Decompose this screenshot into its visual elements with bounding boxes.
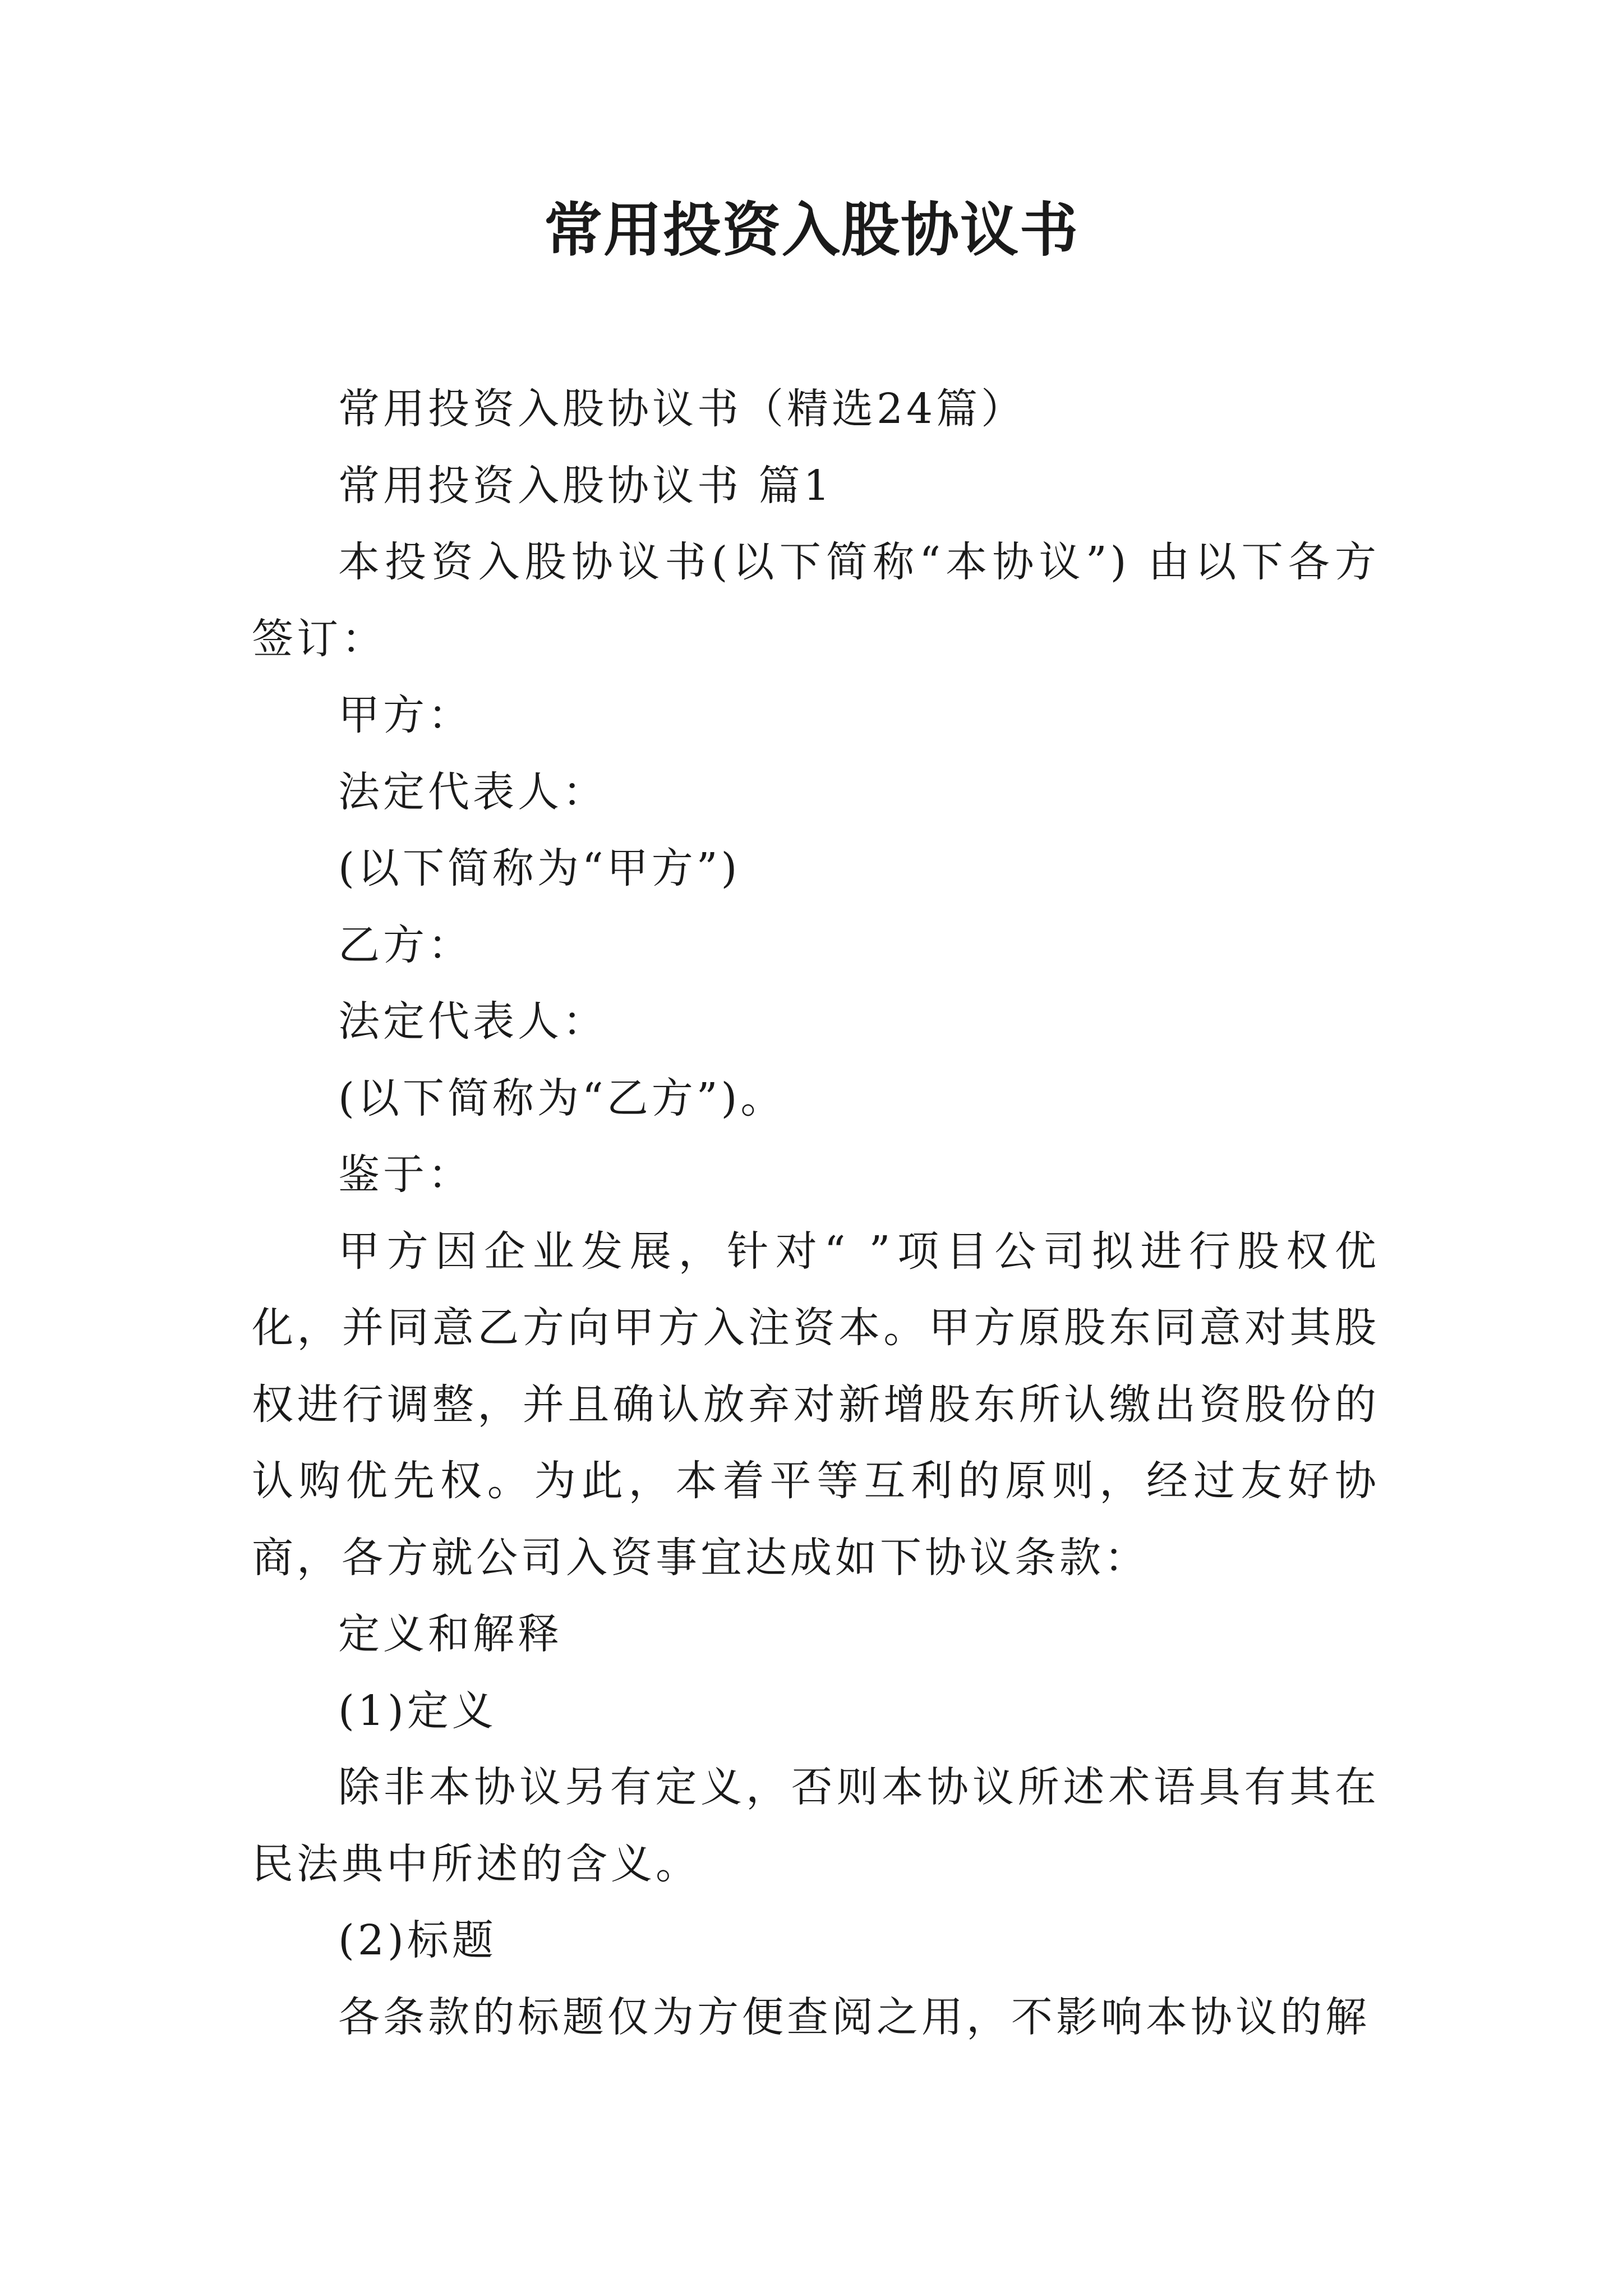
- document-title: 常用投资入股协议书: [543, 195, 1079, 264]
- paragraph-whereas: 鉴于：: [338, 1151, 473, 1199]
- paragraph-definitions-heading: 定义和解释: [338, 1610, 562, 1658]
- paragraph-intro: 本投资入股协议书(以下简称“本协议”) 由以下各方签订：: [252, 538, 1380, 663]
- paragraph-definition-text: 除非本协议另有定义，否则本协议所述术语具有其在民法典中所述的含义。: [252, 1763, 1380, 1888]
- paragraph-party-b: 乙方：: [338, 921, 473, 969]
- paragraph-party-a-abbreviation: (以下简称为“甲方”): [338, 844, 741, 892]
- document-body: [252, 371, 1380, 2055]
- paragraph-section-heading: 常用投资入股协议书 篇1: [338, 461, 833, 510]
- paragraph-party-a: 甲方：: [338, 691, 473, 739]
- paragraph-headings-label: (2)标题: [338, 1916, 497, 1964]
- paragraph-background: 甲方因企业发展，针对“ ”项目公司拟进行股权优化，并同意乙方向甲方入注资本。甲方原股东同意对其股权进行调整，并且确认放弃对新增股东所认缴出资股份的认购优先权。为此，本着平等互利的原则，经过友好协商，各方就公司入资事宜达成如下协议条款：: [252, 1227, 1380, 1582]
- paragraph-headings-text: 各条款的标题仅为方便查阅之用，不影响本协议的解: [338, 1993, 1370, 2041]
- paragraph-party-b-abbreviation: (以下简称为“乙方”)。: [338, 1074, 786, 1122]
- paragraph-party-b-representative: 法定代表人：: [338, 997, 607, 1046]
- paragraph-subtitle: 常用投资入股协议书（精选24篇）: [338, 385, 1026, 433]
- paragraph-definition-label: (1)定义: [338, 1686, 497, 1735]
- paragraph-party-a-representative: 法定代表人：: [338, 767, 607, 816]
